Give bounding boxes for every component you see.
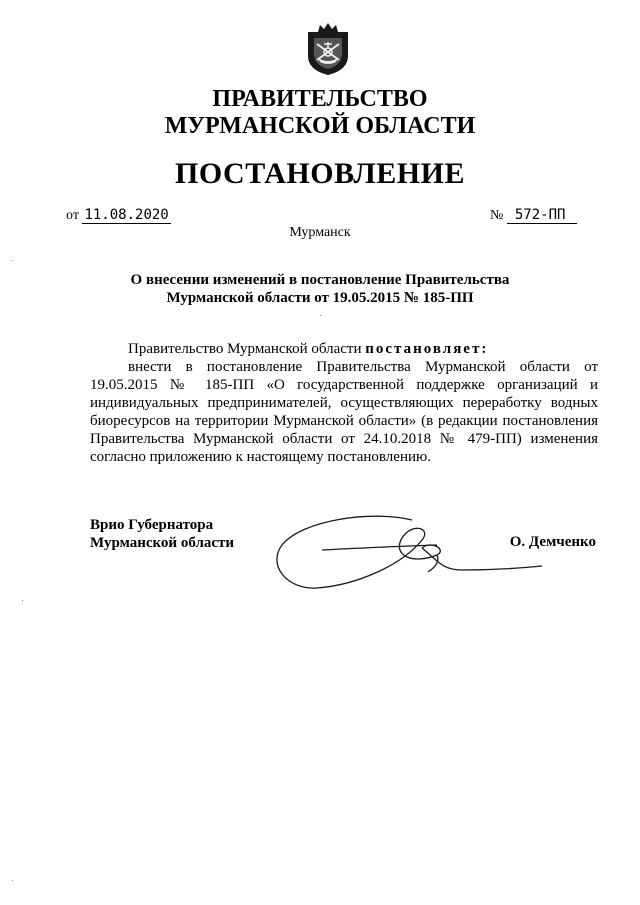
handwritten-signature <box>262 500 562 610</box>
signer-title <box>90 516 234 552</box>
city: Мурманск <box>289 225 351 240</box>
subject-line2: Мурманской области от 19.05.2015 № 185-ПП <box>166 290 474 306</box>
intro-bold: постановляет: <box>365 341 489 357</box>
government-title-line1: ПРАВИТЕЛЬСТВО <box>212 86 428 112</box>
scan-speck <box>320 315 321 316</box>
government-title-line2: МУРМАНСКОЙ ОБЛАСТИ <box>164 113 476 139</box>
document-subject <box>0 271 640 307</box>
document-number <box>490 207 577 224</box>
document-body <box>90 340 598 466</box>
number-prefix: № <box>490 208 504 223</box>
signer-name: О. Демченко <box>509 534 596 550</box>
document-date <box>66 207 171 224</box>
scan-speck <box>12 880 13 881</box>
subject-line1: О внесении изменений в постановление Правительства <box>130 272 510 288</box>
signer-title-line2: Мурманской области <box>90 535 235 551</box>
document-type: ПОСТАНОВЛЕНИЕ <box>175 157 465 190</box>
number-value: 572-ПП <box>507 207 578 224</box>
scan-speck <box>12 260 13 261</box>
signer-title-line1: Врио Губернатора <box>90 517 214 533</box>
date-value: 11.08.2020 <box>84 207 169 223</box>
resolution-paragraph: внести в постановление Правительства Мурманской области от 19.05.2015 № 185-ПП «О государственной поддержке организаций и индивидуальных предпринимателей, осуществляющих переработку водных биоресурсов на территории Мурманской области» (в редакции постановления Правительства Мурманской области от 24.10.2018 № 479-ПП) изменения согласно приложению к настоящему постановлению. <box>90 359 598 465</box>
resolution-intro <box>90 340 598 358</box>
date-prefix: от <box>66 208 79 223</box>
scan-speck <box>22 600 23 601</box>
intro-text: Правительство Мурманской области <box>128 341 366 357</box>
government-title <box>0 86 640 140</box>
murmansk-coat-of-arms-icon <box>304 22 352 76</box>
